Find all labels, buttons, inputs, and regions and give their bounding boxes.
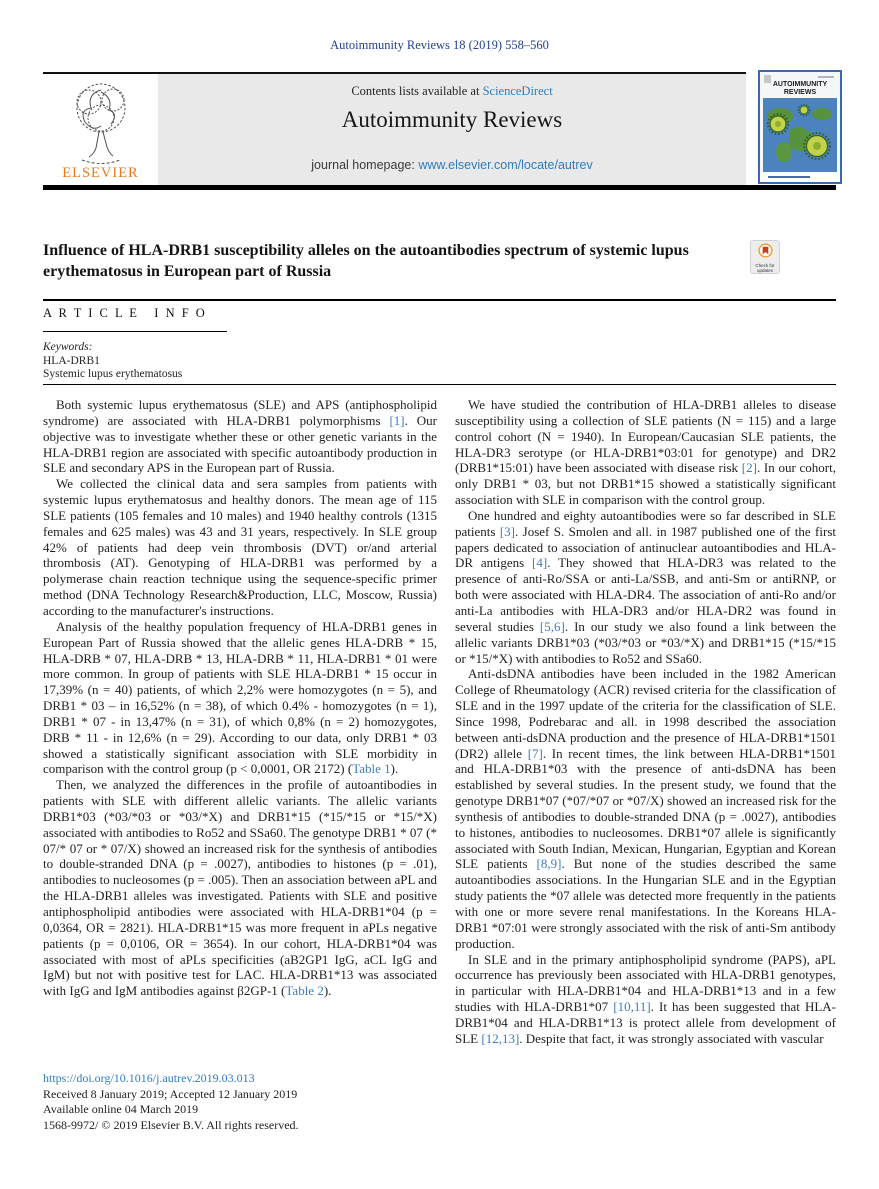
text-run: We have studied the contribution of HLA-DRB1 alleles to disease susceptibility using a collection of SLE patients (N = 115) and a large control cohort (N = 1940). In European/Caucasian SLE patients, the HLA-DR3 serotype (or HLA-DRB1*03:01 for genotype) and DR2 (DRB1*15:01) have been associated with disease risk — [455, 397, 836, 476]
text-run: In SLE and in the primary antiphospholipid syndrome (PAPS), aPL occurrence has previously been associated with HLA-DRB1 genotypes, in particular with HLA-DRB1*04 and HLA-DRB1*13 and in a few studies with HLA-DRB1*07 — [455, 951, 836, 1015]
article-footer — [43, 1071, 299, 1133]
journal-title: Autoimmunity Reviews — [341, 107, 563, 132]
text-run: Both systemic lupus erythematosus (SLE) and APS (antiphospholipid syndrome) are associated with HLA-DRB1 polymorphisms — [43, 397, 437, 428]
cover-title-line1: AUTOIMMUNITY — [772, 81, 828, 88]
paragraph — [43, 397, 437, 476]
citation-link[interactable]: [10,11] — [613, 999, 651, 1015]
header-bottom-bar — [43, 185, 836, 190]
citation-link[interactable]: [5,6] — [539, 618, 565, 634]
paragraph — [43, 619, 437, 777]
citation-link[interactable]: [3] — [499, 523, 515, 539]
keyword-item: Systemic lupus erythematosus — [43, 368, 183, 380]
citation-link[interactable]: [4] — [532, 555, 548, 571]
journal-header-box — [43, 74, 746, 185]
paragraph — [43, 777, 437, 999]
keyword-item: HLA-DRB1 — [43, 355, 100, 367]
paragraph — [455, 952, 836, 1047]
citation-link[interactable]: [1] — [389, 412, 405, 428]
paragraph — [455, 397, 836, 508]
text-run: . It has been suggested that HLA-DRB1*04 and HLA-DRB1*13 is protect allele from development of SLE — [455, 999, 837, 1046]
paragraph — [43, 476, 437, 619]
abstract-divider-rule — [43, 384, 836, 385]
check-badge-label — [751, 263, 779, 273]
sciencedirect-link[interactable]: ScienceDirect — [482, 84, 553, 98]
homepage-label: journal homepage: — [311, 158, 419, 172]
text-run: . In our cohort, only DRB1 * 03, but not DRB1*15 showed a statistically significant association with SLE in comparison with the control group. — [455, 460, 836, 508]
journal-homepage-link[interactable]: www.elsevier.com/locate/autrev — [418, 158, 593, 172]
paragraph — [455, 666, 836, 951]
header-center — [158, 74, 746, 185]
contents-prefix: Contents lists available at — [351, 84, 483, 98]
body-column-left — [43, 397, 437, 999]
text-run: We collected the clinical data and sera samples from patients with systemic lupus erythematosus and healthy donors. The mean age of 115 SLE patients (105 females and 10 males) and 1940 healthy controls (1315 females and 625 males) was 43 and 31 years, respectively. In SLE group 42% of patients had deep vein thrombosis (DVT) or/and arterial thrombosis (AT). Genotyping of HLA-DRB1 was performed by a polymerase chain reaction technique using the sequence-specific primer method (DNA Technology Research&Production, LLC, Moscow, Russia) according to the manufacturer's instructions. — [43, 476, 437, 618]
article-info-heading: A R T I C L E I N F O — [43, 306, 207, 320]
title-divider-rule — [43, 299, 836, 301]
journal-cover-art — [760, 72, 840, 182]
text-run: . Despite that fact, it was strongly associated with vascular — [519, 1030, 824, 1046]
text-run: . They showed that HLA-DR3 was related to the presence of anti-Ro/SSA or anti-La/SSB, and anti-Sm or antiRNP, or both were associated with HLA-DR4. The association of anti-Ro and/or anti-La antibodies with HLA-DR3 and/or HLA-DR2 was found in several studies — [455, 555, 836, 634]
text-run: ). — [323, 983, 332, 999]
text-run: One hundred and eighty autoantibodies were so far described in SLE patients — [455, 507, 836, 539]
elsevier-tree-icon — [56, 78, 146, 164]
article-info-underline — [43, 331, 227, 332]
contents-line — [158, 84, 746, 99]
body-column-right — [455, 397, 836, 1047]
text-run: . Our objective was to investigate whether these or other genetic variants in the HLA-DRB1 region are associated with specific autoantibody production in SLE and secondary APS in the European part of Russia. — [43, 412, 437, 476]
check-badge-label-line1: Check for — [755, 263, 775, 268]
text-run: ). — [390, 761, 399, 777]
citation-link[interactable]: [2] — [741, 460, 757, 476]
citation-link[interactable]: [7] — [527, 745, 543, 761]
citation-link[interactable]: Table 2 — [285, 983, 324, 999]
elsevier-logo — [43, 74, 158, 185]
paragraph — [455, 508, 836, 666]
text-run: . Josef S. Smolen and all. in 1987 published one of the first papers dedicated to association of antinuclear autoantibodies and HLA-DR antigens — [455, 523, 836, 571]
text-run: Anti-dsDNA antibodies have been included in the 1982 American College of Rheumatology (ACR) revised criteria for the classification of SLE and in the 1997 update of the criteria for the classification of SLE. Since 1998, Podrebarac and all. in 1998 described the association between anti-dsDNA production and the presence of HLA-DRB1*1501 (DR2) allele — [455, 666, 836, 761]
citation-link[interactable]: [8,9] — [536, 856, 562, 872]
citation-link[interactable]: [12,13] — [481, 1030, 520, 1046]
check-for-updates-badge[interactable] — [750, 240, 780, 274]
crossmark-icon — [758, 243, 773, 258]
copyright-line: 1568-9972/ © 2019 Elsevier B.V. All rights reserved. — [43, 1117, 299, 1132]
text-run: . In our study we also found a link between the allelic variants DRB1*03 (*03/*03 or *03/*X) and DRB1*15 (*15/*15 or *15/*X) with antibodies to Ro52 and SSa60. — [455, 618, 836, 666]
journal-reference-line: Autoimmunity Reviews 18 (2019) 558–560 — [330, 38, 549, 52]
citation-link[interactable]: Table 1 — [352, 761, 391, 777]
keywords-label: Keywords: — [43, 341, 93, 353]
text-run: Analysis of the healthy population frequency of HLA-DRB1 genes in European Part of Russia showed that the allelic genes HLA-DRB * 15, HLA-DRB * 07, HLA-DRB * 13, HLA-DRB * 11, HLA-DRB1 * 01 were more common. In group of patients with SLE HLA-DRB1 * 15 occur in 17,39% (n = 40) patients, of which 2,2% were homozygotes (n = 5), and DRB1 * 03 – in 16,52% (n = 38), of which 0.4% - homozygotes (n = 1), DRB1 * 07 - in 13,47% (n = 31), of which 0,8% (n = 2) homozygotes, DRB * 11 - in 12,6% (n = 29). According to our data, only DRB1 * 03 showed a statistically significant association with SLE morbidity in comparison with the control group (p < 0,0001, OR 2172) ( — [43, 618, 437, 777]
text-run: . In recent times, the link between HLA-DRB1*1501 and HLA-DRB1*03 with the presence of anti-dsDNA has been established by several studies. In the present study, we found that the genotype DRB1*07 (*07/*07 or *07/X) showed an increased risk for the synthesis of antibodies to double-stranded DNA (p = .0027), antibodies to histones, antibodies to nucleosomes. DRB1*07 allele is significantly associated with South Indian, Mexican, Hungarian, Egyptian and Korean SLE patients — [455, 745, 836, 872]
check-badge-label-line2: updates — [756, 268, 773, 273]
article-title: Influence of HLA-DRB1 susceptibility alleles on the autoantibodies spectrum of systemic lupus erythematosus in European part of Russia — [43, 242, 689, 280]
text-run: . But none of the studies described the same autoantibodies associations. In the Hungarian SLE and in the Egyptian study patients the *07 allele was detected more frequently in the patients with one or more severe renal manifestations. In the Koreans HLA-DRB1 *07:01 were strongly associated with the risk of anti-Sm antibody production. — [455, 856, 836, 951]
received-line: Received 8 January 2019; Accepted 12 January 2019 — [43, 1086, 298, 1101]
homepage-line — [158, 158, 746, 172]
cover-title-line2: REVIEWS — [783, 89, 817, 96]
text-run: Then, we analyzed the differences in the profile of autoantibodies in patients with SLE with different allelic variants. The allelic variants DRB1*03 (*03/*03 or *03/*X) and DRB1*15 (*15/*15 or *15/*X) associated with antibodies to Ro52 and SSa60. The genotype DRB1 * 07 (* 07/* 07 or * 07/X) showed an increased risk for the synthesis of antibodies to double-stranded DNA (p = .0027), antibodies to histones (p = .01), antibodies to nucleosomes (p = .005). Then an association between aPL and the HLA-DRB1 alleles was investigated. Patients with SLE and positive antiphospholipid antibodies were associated with HLA-DRB1*04 (p = 0,0364, OR = 2821). HLA-DRB1*15 was more frequent in aPLs negative patients (p = 0,0106, OR = 3654). In our cohort, HLA-DRB1*04 was associated with most of aPLs specificities (aB2GP1 IgG, aCL IgG and IgM) but not with positive test for LAC. HLA-DRB1*13 was associated with IgG and IgM antibodies against β2GP-1 ( — [43, 777, 437, 999]
available-online-line: Available online 04 March 2019 — [43, 1102, 199, 1116]
journal-cover-thumbnail — [758, 70, 842, 184]
elsevier-wordmark: ELSEVIER — [62, 165, 139, 181]
doi-link[interactable]: https://doi.org/10.1016/j.autrev.2019.03.013 — [43, 1071, 255, 1085]
